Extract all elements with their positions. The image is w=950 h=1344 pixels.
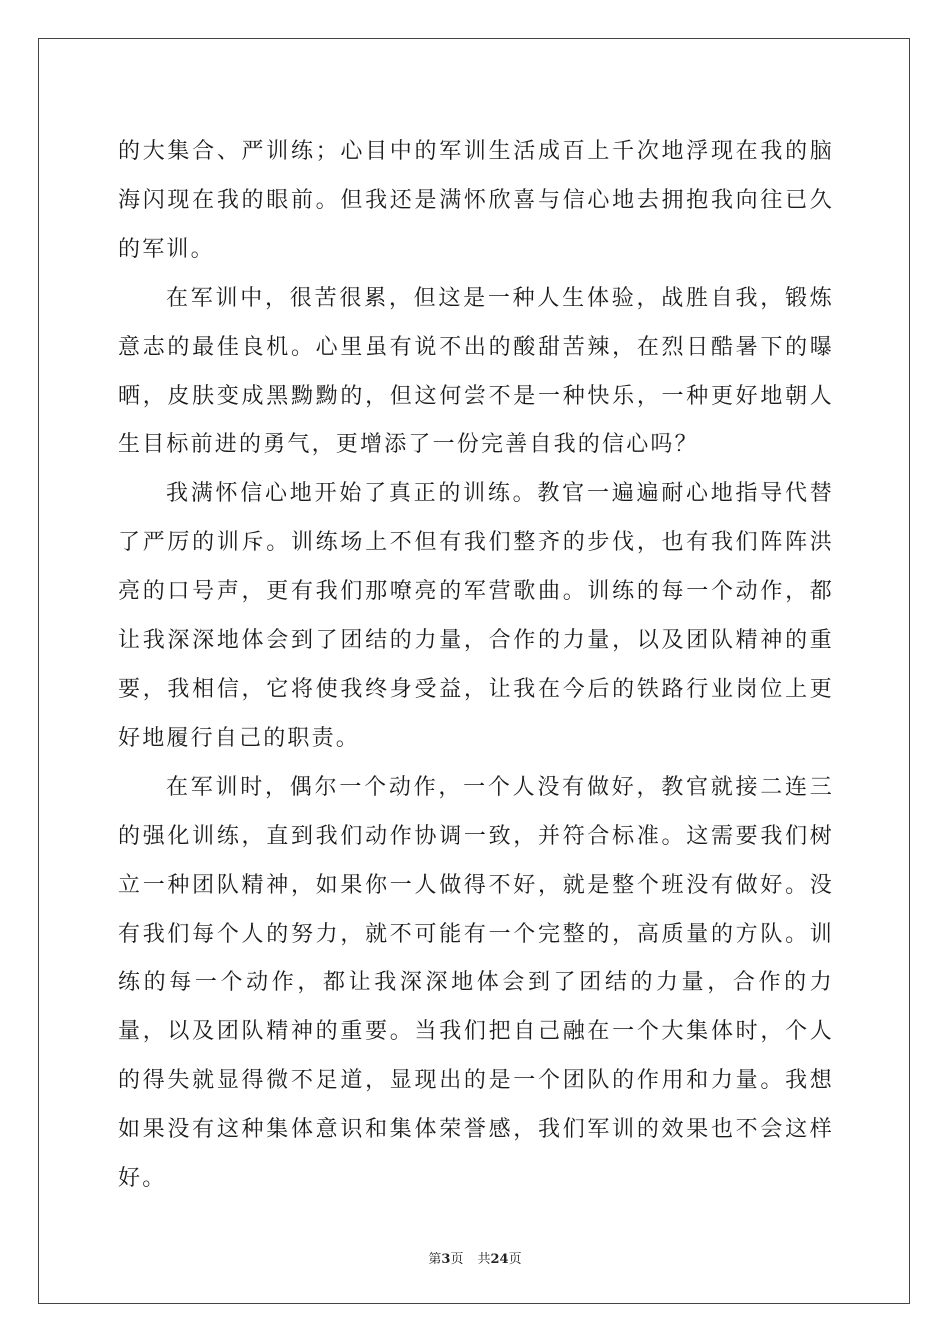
total-suffix: 页: [508, 1252, 522, 1267]
page-number: 3: [441, 1252, 451, 1267]
paragraph-4: 在军训时，偶尔一个动作，一个人没有做好，教官就接二连三的强化训练，直到我们动作协调一致，并符合标准。这需要我们树立一种团队精神，如果你一人做得不好，就是整个班没有做好。没有我们每个人的努力，就不可能有一个完整的，高质量的方队。训练的每一个动作，都让我深深地体会到了团结的力量，合作的力量，以及团队精神的重要。当我们把自己融在一个大集体时，个人的得失就显得微不足道，显现出的是一个团队的作用和力量。我想如果没有这种集体意识和集体荣誉感，我们军训的效果也不会这样好。: [118, 774, 834, 1192]
page-footer: [0, 1248, 950, 1267]
paragraph-3: 我满怀信心地开始了真正的训练。教官一遍遍耐心地指导代替了严厉的训斥。训练场上不但有我们整齐的步伐，也有我们阵阵洪亮的口号声，更有我们那嘹亮的军营歌曲。训练的每一个动作，都让我深深地体会到了团结的力量，合作的力量，以及团队精神的重要，我相信，它将使我终身受益，让我在今后的铁路行业岗位上更好地履行自己的职责。: [118, 481, 834, 751]
total-prefix: 共: [477, 1252, 491, 1267]
paragraph-1: 的大集合、严训练；心目中的军训生活成百上千次地浮现在我的脑海闪现在我的眼前。但我还是满怀欣喜与信心地去拥抱我向往已久的军训。: [118, 139, 834, 262]
total-pages: 24: [490, 1252, 509, 1267]
page-prefix: 第: [428, 1252, 442, 1267]
document-body: [118, 128, 834, 1204]
paragraph-2: 在军训中，很苦很累，但这是一种人生体验，战胜自我，锻炼意志的最佳良机。心里虽有说不出的酸甜苦辣，在烈日酷暑下的曝晒，皮肤变成黑黝黝的，但这何尝不是一种快乐，一种更好地朝人生目标前进的勇气，更增添了一份完善自我的信心吗？: [118, 285, 834, 458]
page-suffix: 页: [450, 1252, 464, 1267]
